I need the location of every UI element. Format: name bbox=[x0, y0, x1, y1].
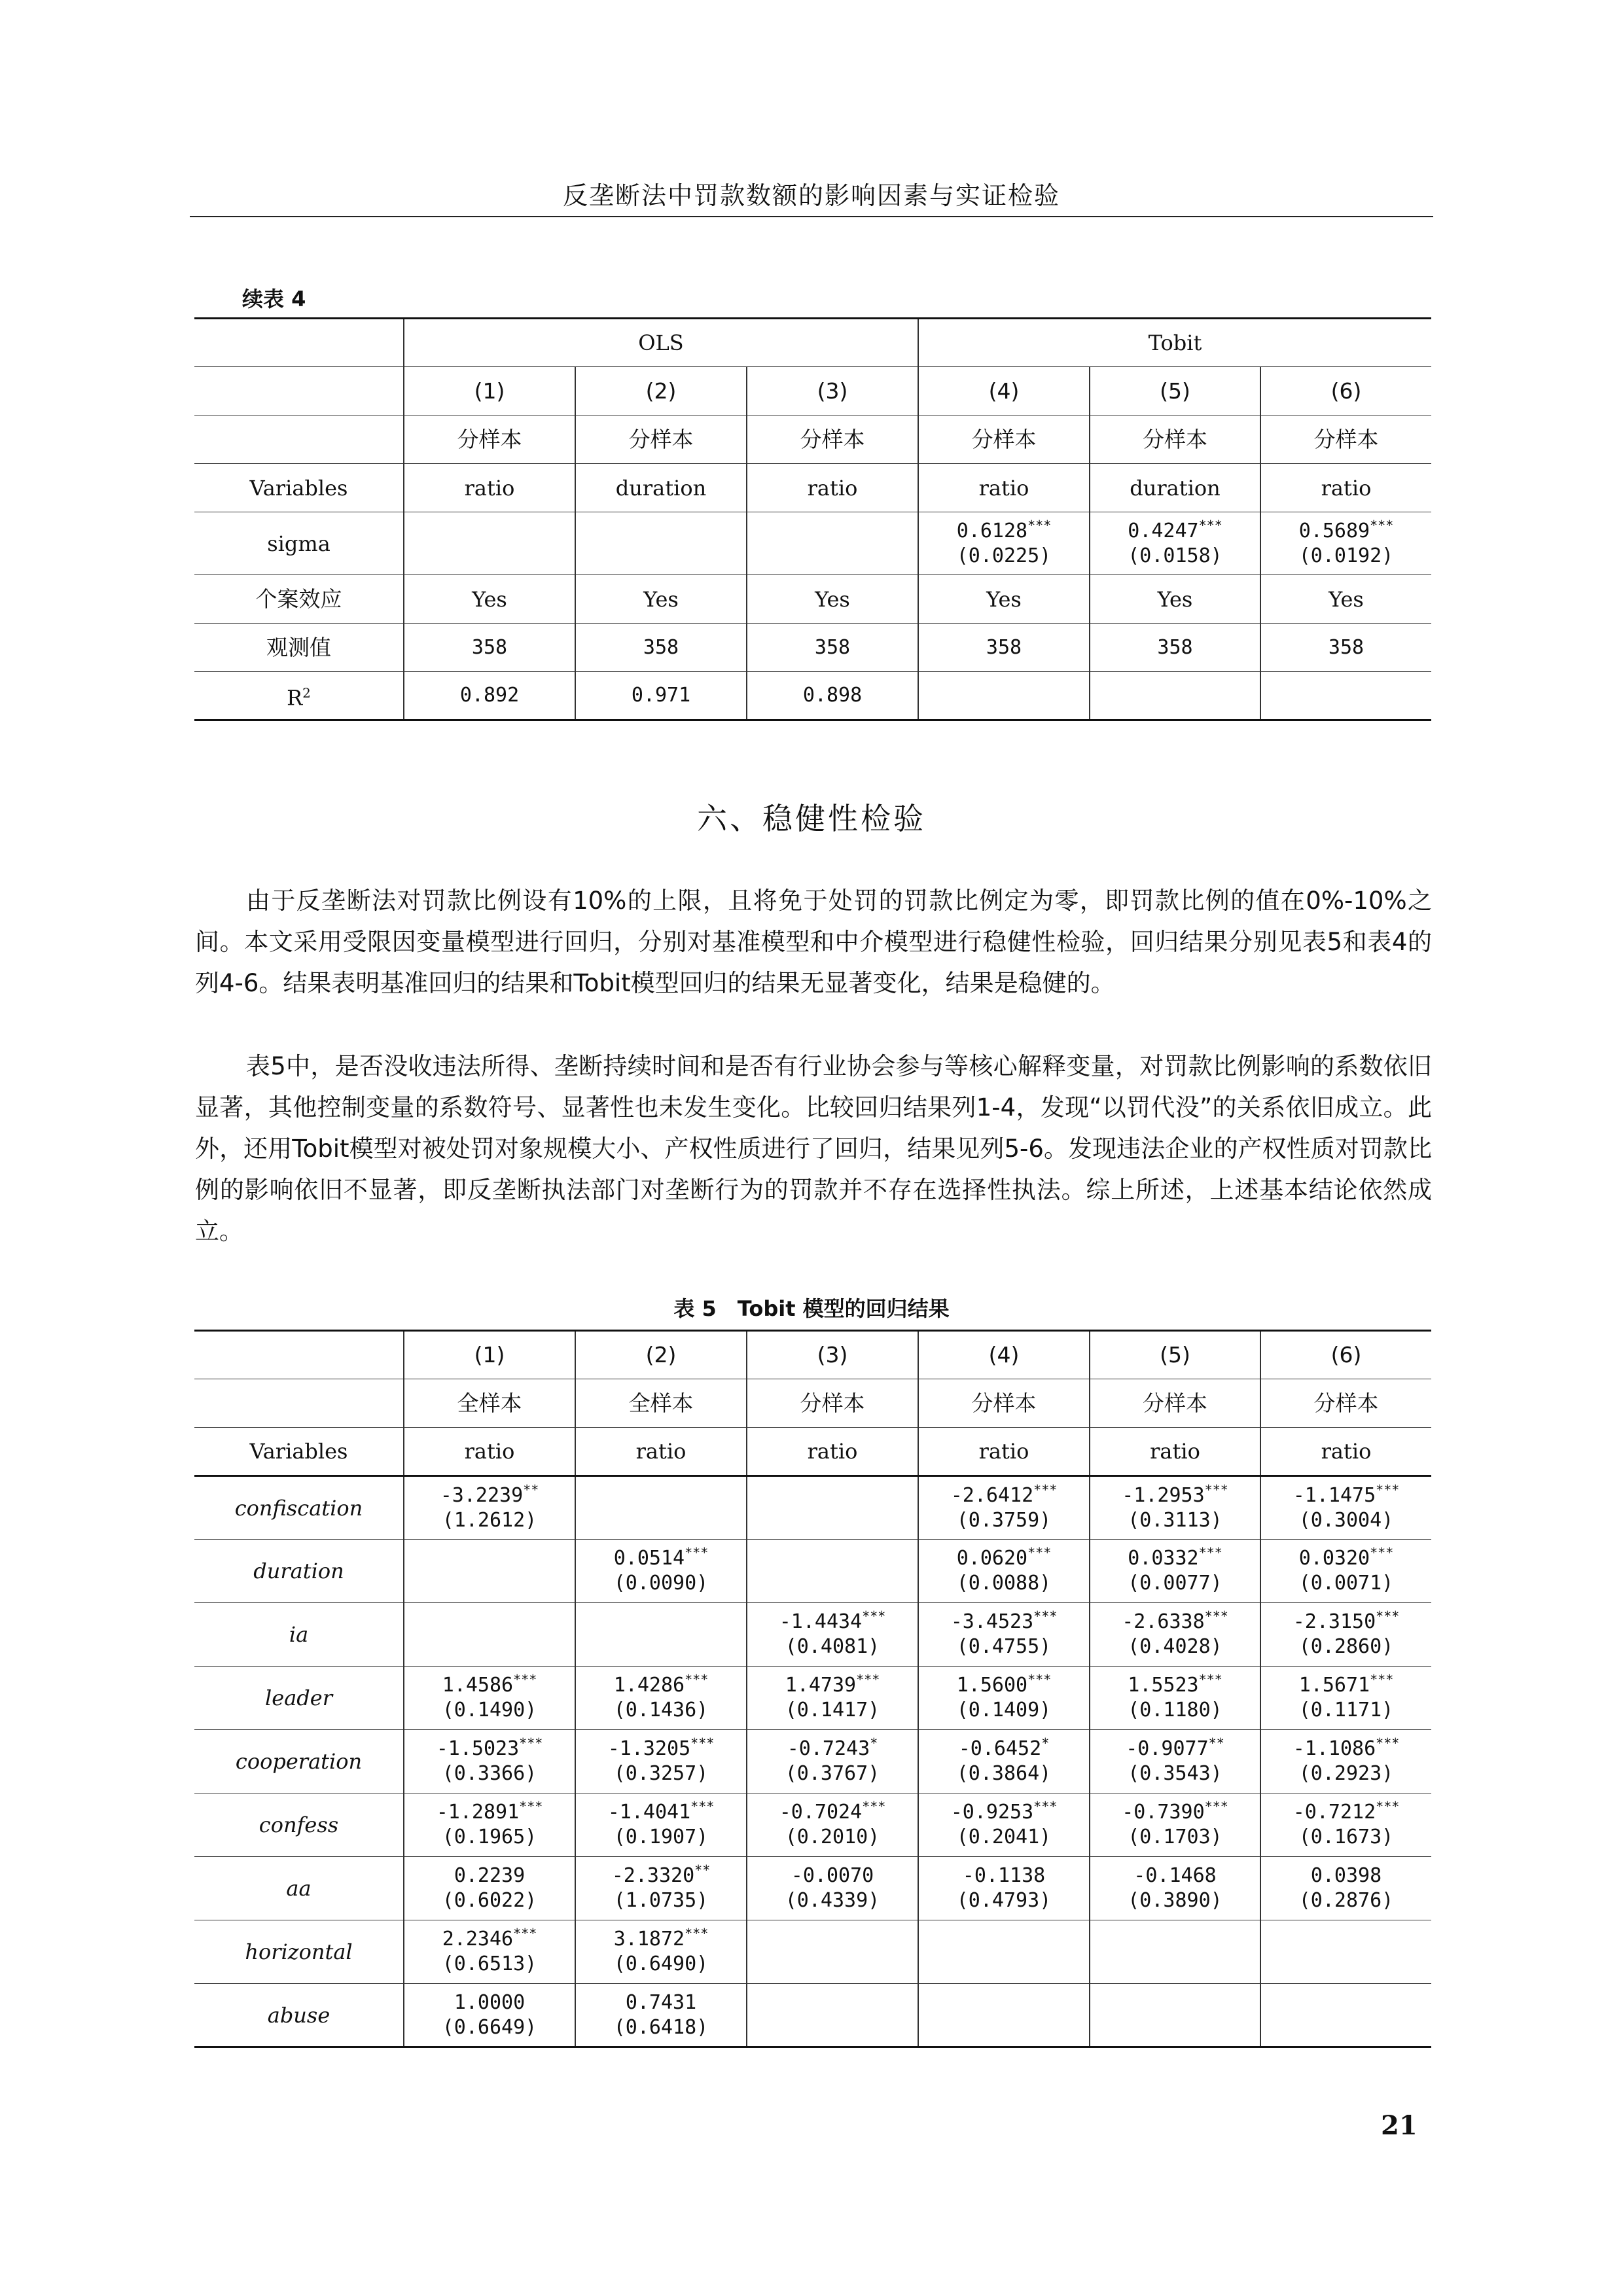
table5-colnum: (1) bbox=[404, 1331, 575, 1379]
table5-cell bbox=[1090, 1793, 1260, 1857]
table5-var-label: confiscation bbox=[194, 1476, 404, 1540]
coef-value: 2.2346 bbox=[442, 1928, 514, 1951]
significance-stars: *** bbox=[1204, 1608, 1228, 1624]
table4 bbox=[194, 317, 1431, 721]
section-title: 六、稳健性检验 bbox=[697, 801, 926, 836]
coef-value: 0.0514 bbox=[613, 1547, 685, 1570]
table5-sample-row bbox=[194, 1379, 1431, 1428]
table5-cell bbox=[575, 1857, 747, 1920]
coef-value: -0.0070 bbox=[791, 1864, 874, 1887]
table5-variables-row bbox=[194, 1428, 1431, 1476]
std-error: (0.1965) bbox=[442, 1826, 537, 1848]
table5-cell bbox=[747, 1540, 918, 1603]
table5-cell bbox=[404, 1793, 575, 1857]
coef-value: -0.7212 bbox=[1293, 1801, 1376, 1824]
table4-sigma-cell bbox=[747, 512, 918, 575]
table5-sample: 分样本 bbox=[1260, 1379, 1431, 1428]
table4-sample: 分样本 bbox=[747, 415, 918, 464]
std-error: (0.0158) bbox=[1128, 544, 1222, 567]
std-error: (0.3004) bbox=[1298, 1508, 1394, 1532]
table5-cell bbox=[575, 1984, 747, 2047]
std-error: (0.4755) bbox=[956, 1635, 1052, 1658]
significance-stars: *** bbox=[1376, 1735, 1400, 1751]
coef-value: -0.7390 bbox=[1122, 1801, 1205, 1824]
std-error: (0.6649) bbox=[442, 2015, 537, 2039]
table5-cell bbox=[918, 1920, 1090, 1984]
table5-sample: 分样本 bbox=[1090, 1379, 1260, 1428]
table5-var-label: confess bbox=[194, 1793, 404, 1857]
std-error: (0.1417) bbox=[785, 1699, 880, 1722]
std-error: (0.1703) bbox=[1128, 1826, 1222, 1848]
table4-fe-value: Yes bbox=[747, 575, 918, 624]
std-error: (0.3113) bbox=[1128, 1508, 1222, 1532]
table4-variables-row bbox=[194, 464, 1431, 512]
table5-cell bbox=[404, 1857, 575, 1920]
std-error: (0.3864) bbox=[956, 1762, 1052, 1785]
table5-cell bbox=[918, 1667, 1090, 1730]
std-error: (0.6513) bbox=[442, 1952, 537, 1975]
significance-stars: * bbox=[870, 1735, 878, 1751]
coef-value: 0.2239 bbox=[454, 1864, 526, 1887]
coef-value: 1.5523 bbox=[1128, 1674, 1199, 1697]
table5-var-label: horizontal bbox=[194, 1920, 404, 1984]
table4-obs-value: 358 bbox=[1260, 624, 1431, 672]
table5-cell bbox=[404, 1540, 575, 1603]
table5-cell bbox=[1090, 1730, 1260, 1793]
coef-value: 1.5671 bbox=[1298, 1674, 1370, 1697]
table5-sample: 分样本 bbox=[747, 1379, 918, 1428]
table4-sigma-cell bbox=[918, 512, 1090, 575]
coef-value: 0.0398 bbox=[1310, 1864, 1382, 1887]
table5-var-label: abuse bbox=[194, 1984, 404, 2047]
table5-cell bbox=[575, 1603, 747, 1667]
significance-stars: *** bbox=[519, 1799, 543, 1814]
table5-dep-var: ratio bbox=[1260, 1428, 1431, 1476]
table5-row-ia bbox=[194, 1603, 1431, 1667]
significance-stars: *** bbox=[685, 1672, 709, 1687]
significance-stars: *** bbox=[1370, 1672, 1394, 1687]
table4-sigma-cell bbox=[404, 512, 575, 575]
significance-stars: *** bbox=[1033, 1799, 1058, 1814]
std-error: (0.1673) bbox=[1298, 1826, 1394, 1848]
std-error: (0.1171) bbox=[1298, 1699, 1394, 1722]
table4-sigma-cell bbox=[1260, 512, 1431, 575]
coef-value: -1.4434 bbox=[779, 1610, 863, 1633]
table4-fe-value: Yes bbox=[1090, 575, 1260, 624]
table5-cell bbox=[404, 1667, 575, 1730]
std-error: (0.4793) bbox=[956, 1889, 1052, 1912]
table4-r2-label bbox=[194, 672, 404, 720]
table5-cell bbox=[575, 1476, 747, 1540]
table4-colnum: (5) bbox=[1090, 367, 1260, 415]
table5-cell bbox=[918, 1730, 1090, 1793]
significance-stars: *** bbox=[1033, 1481, 1058, 1498]
table5-cell bbox=[747, 1667, 918, 1730]
table5-cell bbox=[1260, 1667, 1431, 1730]
table5-cell bbox=[404, 1984, 575, 2047]
table5-cell bbox=[918, 1603, 1090, 1667]
table4-r2-value bbox=[1090, 672, 1260, 720]
table4-sample: 分样本 bbox=[404, 415, 575, 464]
table5-cell bbox=[575, 1920, 747, 1984]
table5-dep-var: ratio bbox=[575, 1428, 747, 1476]
significance-stars: *** bbox=[1376, 1608, 1400, 1624]
table5-row-abuse bbox=[194, 1984, 1431, 2047]
coef-value: -1.2953 bbox=[1122, 1483, 1205, 1507]
coef-value: 3.1872 bbox=[613, 1928, 685, 1951]
table5-colnum: (2) bbox=[575, 1331, 747, 1379]
table5-row-confess bbox=[194, 1793, 1431, 1857]
table4-colnum: (1) bbox=[404, 367, 575, 415]
coef-value: 0.7431 bbox=[625, 1990, 697, 2014]
coef-value: -1.1475 bbox=[1293, 1483, 1376, 1507]
table5-cell bbox=[404, 1603, 575, 1667]
table4-r2-value: 0.971 bbox=[575, 672, 747, 720]
coef-value: 0.6128 bbox=[956, 519, 1028, 542]
significance-stars: *** bbox=[690, 1735, 715, 1751]
std-error: (0.1490) bbox=[442, 1699, 537, 1722]
table5-cell bbox=[918, 1984, 1090, 2047]
coef-value: -2.3320 bbox=[611, 1864, 695, 1887]
coef-value: -0.6452 bbox=[958, 1737, 1042, 1760]
table5-cell bbox=[1260, 1920, 1431, 1984]
coef-value: -0.9253 bbox=[950, 1801, 1034, 1824]
table5-cell bbox=[1090, 1540, 1260, 1603]
table5-colnum: (5) bbox=[1090, 1331, 1260, 1379]
table5 bbox=[194, 1330, 1431, 2048]
table4-colnum-row bbox=[194, 367, 1431, 415]
table5-cell bbox=[1260, 1857, 1431, 1920]
std-error: (0.6022) bbox=[442, 1889, 537, 1912]
table5-cell bbox=[1090, 1476, 1260, 1540]
coef-value: -2.3150 bbox=[1293, 1610, 1376, 1633]
r2-letter: R bbox=[287, 685, 303, 711]
table5-cell bbox=[747, 1920, 918, 1984]
std-error: (0.2876) bbox=[1298, 1889, 1394, 1912]
coef-value: -1.5023 bbox=[436, 1737, 520, 1760]
std-error: (0.2010) bbox=[785, 1826, 880, 1848]
table5-cell bbox=[1090, 1667, 1260, 1730]
std-error: (0.3257) bbox=[613, 1762, 709, 1785]
table5-cell bbox=[747, 1793, 918, 1857]
table5-cell bbox=[575, 1667, 747, 1730]
std-error: (0.0088) bbox=[956, 1572, 1052, 1595]
table5-cell bbox=[747, 1984, 918, 2047]
table5-cell bbox=[1260, 1793, 1431, 1857]
significance-stars: *** bbox=[513, 1672, 537, 1687]
table5-cell bbox=[1090, 1984, 1260, 2047]
table5-row-leader bbox=[194, 1667, 1431, 1730]
table5-cell bbox=[404, 1730, 575, 1793]
std-error: (0.0077) bbox=[1128, 1572, 1222, 1595]
std-error: (0.3366) bbox=[442, 1762, 537, 1785]
table4-dep-var: ratio bbox=[404, 464, 575, 512]
table5-cell bbox=[747, 1730, 918, 1793]
std-error: (0.3759) bbox=[956, 1508, 1052, 1532]
table5-row-aa bbox=[194, 1857, 1431, 1920]
table4-r2-value: 0.898 bbox=[747, 672, 918, 720]
table5-body bbox=[194, 1476, 1431, 2047]
significance-stars: *** bbox=[685, 1545, 709, 1561]
table5-cell bbox=[918, 1540, 1090, 1603]
table5-dep-var: ratio bbox=[747, 1428, 918, 1476]
table5-cell bbox=[575, 1793, 747, 1857]
table5-cell bbox=[1260, 1476, 1431, 1540]
significance-stars: *** bbox=[1027, 517, 1052, 533]
std-error: (0.1409) bbox=[956, 1699, 1052, 1722]
std-error: (0.0090) bbox=[613, 1572, 709, 1595]
significance-stars: ** bbox=[523, 1481, 539, 1498]
coef-value: -0.7024 bbox=[779, 1801, 863, 1824]
significance-stars: *** bbox=[1198, 517, 1222, 533]
table4-fe-value: Yes bbox=[1260, 575, 1431, 624]
significance-stars: *** bbox=[862, 1799, 886, 1814]
coef-value: -1.4041 bbox=[607, 1801, 691, 1824]
coef-value: 1.0000 bbox=[454, 1990, 526, 2014]
table4-caption: 续表 4 bbox=[242, 287, 306, 311]
table5-cell bbox=[747, 1476, 918, 1540]
table4-dep-var: ratio bbox=[747, 464, 918, 512]
std-error: (0.2923) bbox=[1298, 1762, 1394, 1785]
table4-sample: 分样本 bbox=[918, 415, 1090, 464]
table5-caption: 表 5 Tobit 模型的回归结果 bbox=[673, 1296, 950, 1321]
table5-var-label: aa bbox=[194, 1857, 404, 1920]
body-paragraph-1: 由于反垄断法对罚款比例设有10%的上限，且将免于处罚的罚款比例定为零，即罚款比例的值在0%-10%之间。本文采用受限因变量模型进行回归，分别对基准模型和中介模型进行稳健性检验，回归结果分别见表5和表4的列4-6。结果表明基准回归的结果和Tobit模型回归的结果无显著变化，结果是稳健的。 bbox=[195, 887, 1432, 997]
significance-stars: *** bbox=[1204, 1799, 1228, 1814]
coef-value: -1.1086 bbox=[1293, 1737, 1376, 1760]
std-error: (0.3543) bbox=[1128, 1762, 1222, 1785]
table5-var-label: ia bbox=[194, 1603, 404, 1667]
table4-corner-cell bbox=[194, 319, 404, 367]
coef-value: -1.3205 bbox=[607, 1737, 691, 1760]
table4-fe-row bbox=[194, 575, 1431, 624]
table5-colnum: (3) bbox=[747, 1331, 918, 1379]
significance-stars: *** bbox=[1204, 1481, 1228, 1498]
table4-r2-value: 0.892 bbox=[404, 672, 575, 720]
significance-stars: *** bbox=[1027, 1545, 1052, 1561]
table4-colnum: (3) bbox=[747, 367, 918, 415]
std-error: (0.1180) bbox=[1128, 1699, 1222, 1722]
table5-cell bbox=[404, 1920, 575, 1984]
coef-value: -3.4523 bbox=[950, 1610, 1034, 1633]
coef-value: 1.4586 bbox=[442, 1674, 514, 1697]
std-error: (0.0071) bbox=[1298, 1572, 1394, 1595]
significance-stars: *** bbox=[519, 1735, 543, 1751]
coef-value: 0.5689 bbox=[1298, 519, 1370, 542]
table4-fe-label: 个案效应 bbox=[194, 575, 404, 624]
table5-cell bbox=[747, 1857, 918, 1920]
std-error: (0.1907) bbox=[613, 1826, 709, 1848]
table5-corner-cell bbox=[194, 1331, 404, 1379]
table4-colnum: (4) bbox=[918, 367, 1090, 415]
table4-variables-label: Variables bbox=[194, 464, 404, 512]
table4-sigma-row bbox=[194, 512, 1431, 575]
table5-dep-var: ratio bbox=[404, 1428, 575, 1476]
table4-obs-value: 358 bbox=[747, 624, 918, 672]
table4-obs-value: 358 bbox=[404, 624, 575, 672]
table5-cell bbox=[575, 1540, 747, 1603]
std-error: (0.3890) bbox=[1128, 1889, 1222, 1912]
table4-group-tobit: Tobit bbox=[918, 319, 1431, 367]
table4-sample-row bbox=[194, 415, 1431, 464]
table4-sigma-cell bbox=[575, 512, 747, 575]
table5-colnum: (6) bbox=[1260, 1331, 1431, 1379]
coef-value: 0.4247 bbox=[1128, 519, 1199, 542]
table4-sample: 分样本 bbox=[575, 415, 747, 464]
table5-cell bbox=[1260, 1603, 1431, 1667]
table5-row-duration bbox=[194, 1540, 1431, 1603]
table4-obs-value: 358 bbox=[918, 624, 1090, 672]
table4-group-ols: OLS bbox=[404, 319, 918, 367]
std-error: (0.0192) bbox=[1298, 544, 1394, 567]
std-error: (0.6490) bbox=[613, 1952, 709, 1975]
significance-stars: *** bbox=[690, 1799, 715, 1814]
table5-dep-var: ratio bbox=[1090, 1428, 1260, 1476]
table5-row-confiscation bbox=[194, 1476, 1431, 1540]
table4-r2-row bbox=[194, 672, 1431, 720]
std-error: (0.1436) bbox=[613, 1699, 709, 1722]
table5-cell bbox=[404, 1476, 575, 1540]
significance-stars: *** bbox=[1198, 1545, 1222, 1561]
table5-var-label: duration bbox=[194, 1540, 404, 1603]
std-error: (0.4028) bbox=[1128, 1635, 1222, 1658]
significance-stars: *** bbox=[1198, 1672, 1222, 1687]
table5-cell bbox=[1090, 1603, 1260, 1667]
coef-value: -2.6338 bbox=[1122, 1610, 1205, 1633]
std-error: (1.2612) bbox=[442, 1508, 537, 1532]
significance-stars: ** bbox=[1208, 1735, 1224, 1751]
coef-value: 1.5600 bbox=[956, 1674, 1028, 1697]
header-rule bbox=[190, 216, 1433, 217]
running-header: 反垄断法中罚款数额的影响因素与实证检验 bbox=[562, 181, 1060, 210]
coef-value: 1.4739 bbox=[785, 1674, 857, 1697]
table4-r2-value bbox=[1260, 672, 1431, 720]
table5-row-horizontal bbox=[194, 1920, 1431, 1984]
significance-stars: *** bbox=[513, 1926, 537, 1941]
table5-cell bbox=[575, 1730, 747, 1793]
table4-group-header-row bbox=[194, 319, 1431, 367]
table4-fe-value: Yes bbox=[404, 575, 575, 624]
table4-colnum: (6) bbox=[1260, 367, 1431, 415]
std-error: (0.3767) bbox=[785, 1762, 880, 1785]
std-error: (1.0735) bbox=[613, 1889, 709, 1912]
std-error: (0.4081) bbox=[785, 1635, 880, 1658]
significance-stars: *** bbox=[1376, 1481, 1400, 1498]
table5-var-label: leader bbox=[194, 1667, 404, 1730]
table5-row-cooperation bbox=[194, 1730, 1431, 1793]
coef-value: -3.2239 bbox=[440, 1483, 524, 1507]
coef-value: -0.1468 bbox=[1133, 1864, 1217, 1887]
std-error: (0.2041) bbox=[956, 1826, 1052, 1848]
table4-obs-value: 358 bbox=[575, 624, 747, 672]
significance-stars: *** bbox=[1370, 517, 1394, 533]
table4-sample: 分样本 bbox=[1090, 415, 1260, 464]
table5-cell bbox=[1090, 1857, 1260, 1920]
std-error: (0.6418) bbox=[613, 2015, 709, 2039]
table4-obs-value: 358 bbox=[1090, 624, 1260, 672]
coef-value: 0.0320 bbox=[1298, 1547, 1370, 1570]
coef-value: 1.4286 bbox=[613, 1674, 685, 1697]
table4-fe-value: Yes bbox=[918, 575, 1090, 624]
r2-superscript: 2 bbox=[302, 685, 311, 701]
coef-value: -0.1138 bbox=[962, 1864, 1046, 1887]
table5-var-label: cooperation bbox=[194, 1730, 404, 1793]
std-error: (0.2860) bbox=[1298, 1635, 1394, 1658]
significance-stars: *** bbox=[1027, 1672, 1052, 1687]
table5-cell bbox=[1260, 1984, 1431, 2047]
coef-value: -2.6412 bbox=[950, 1483, 1034, 1507]
table4-dep-var: ratio bbox=[918, 464, 1090, 512]
table4-r2-value bbox=[918, 672, 1090, 720]
std-error: (0.0225) bbox=[956, 544, 1052, 567]
table5-sample: 全样本 bbox=[404, 1379, 575, 1428]
table5-cell bbox=[1260, 1730, 1431, 1793]
table5-cell bbox=[1260, 1540, 1431, 1603]
significance-stars: *** bbox=[862, 1608, 886, 1624]
table5-cell bbox=[747, 1603, 918, 1667]
significance-stars: *** bbox=[1033, 1608, 1058, 1624]
table4-dep-var: duration bbox=[1090, 464, 1260, 512]
coef-value: -1.2891 bbox=[436, 1801, 520, 1824]
std-error: (0.4339) bbox=[785, 1889, 880, 1912]
table4-sigma-cell bbox=[1090, 512, 1260, 575]
table4-sigma-label: sigma bbox=[194, 512, 404, 575]
table5-dep-var: ratio bbox=[918, 1428, 1090, 1476]
significance-stars: *** bbox=[1370, 1545, 1394, 1561]
table5-sample: 全样本 bbox=[575, 1379, 747, 1428]
table5-sample: 分样本 bbox=[918, 1379, 1090, 1428]
table5-cell bbox=[1090, 1920, 1260, 1984]
body-paragraph-2: 表5中，是否没收违法所得、垄断持续时间和是否有行业协会参与等核心解释变量，对罚款比例影响的系数依旧显著，其他控制变量的系数符号、显著性也未发生变化。比较回归结果列1-4，发现“以罚代没”的关系依旧成立。此外，还用Tobit模型对被处罚对象规模大小、产权性质进行了回归，结果见列5-6。发现违法企业的产权性质对罚款比例的影响依旧不显著，即反垄断执法部门对垄断行为的罚款并不存在选择性执法。综上所述，上述基本结论依然成立。 bbox=[195, 1052, 1432, 1245]
page-number: 21 bbox=[1381, 2110, 1418, 2141]
table4-obs-label: 观测值 bbox=[194, 624, 404, 672]
table5-colnum: (4) bbox=[918, 1331, 1090, 1379]
significance-stars: *** bbox=[685, 1926, 709, 1941]
table4-fe-value: Yes bbox=[575, 575, 747, 624]
significance-stars: * bbox=[1041, 1735, 1050, 1751]
coef-value: -0.7243 bbox=[787, 1737, 870, 1760]
coef-value: -0.9077 bbox=[1126, 1737, 1209, 1760]
significance-stars: *** bbox=[1376, 1799, 1400, 1814]
coef-value: 0.0620 bbox=[956, 1547, 1028, 1570]
significance-stars: *** bbox=[856, 1672, 880, 1687]
table4-colnum: (2) bbox=[575, 367, 747, 415]
coef-value: 0.0332 bbox=[1128, 1547, 1199, 1570]
table5-cell bbox=[918, 1793, 1090, 1857]
table5-cell bbox=[918, 1476, 1090, 1540]
table4-obs-row bbox=[194, 624, 1431, 672]
table5-variables-label: Variables bbox=[194, 1428, 404, 1476]
table4-dep-var: duration bbox=[575, 464, 747, 512]
table5-colnum-row bbox=[194, 1331, 1431, 1379]
significance-stars: ** bbox=[694, 1862, 711, 1878]
table4-dep-var: ratio bbox=[1260, 464, 1431, 512]
table5-cell bbox=[918, 1857, 1090, 1920]
table4-sample: 分样本 bbox=[1260, 415, 1431, 464]
